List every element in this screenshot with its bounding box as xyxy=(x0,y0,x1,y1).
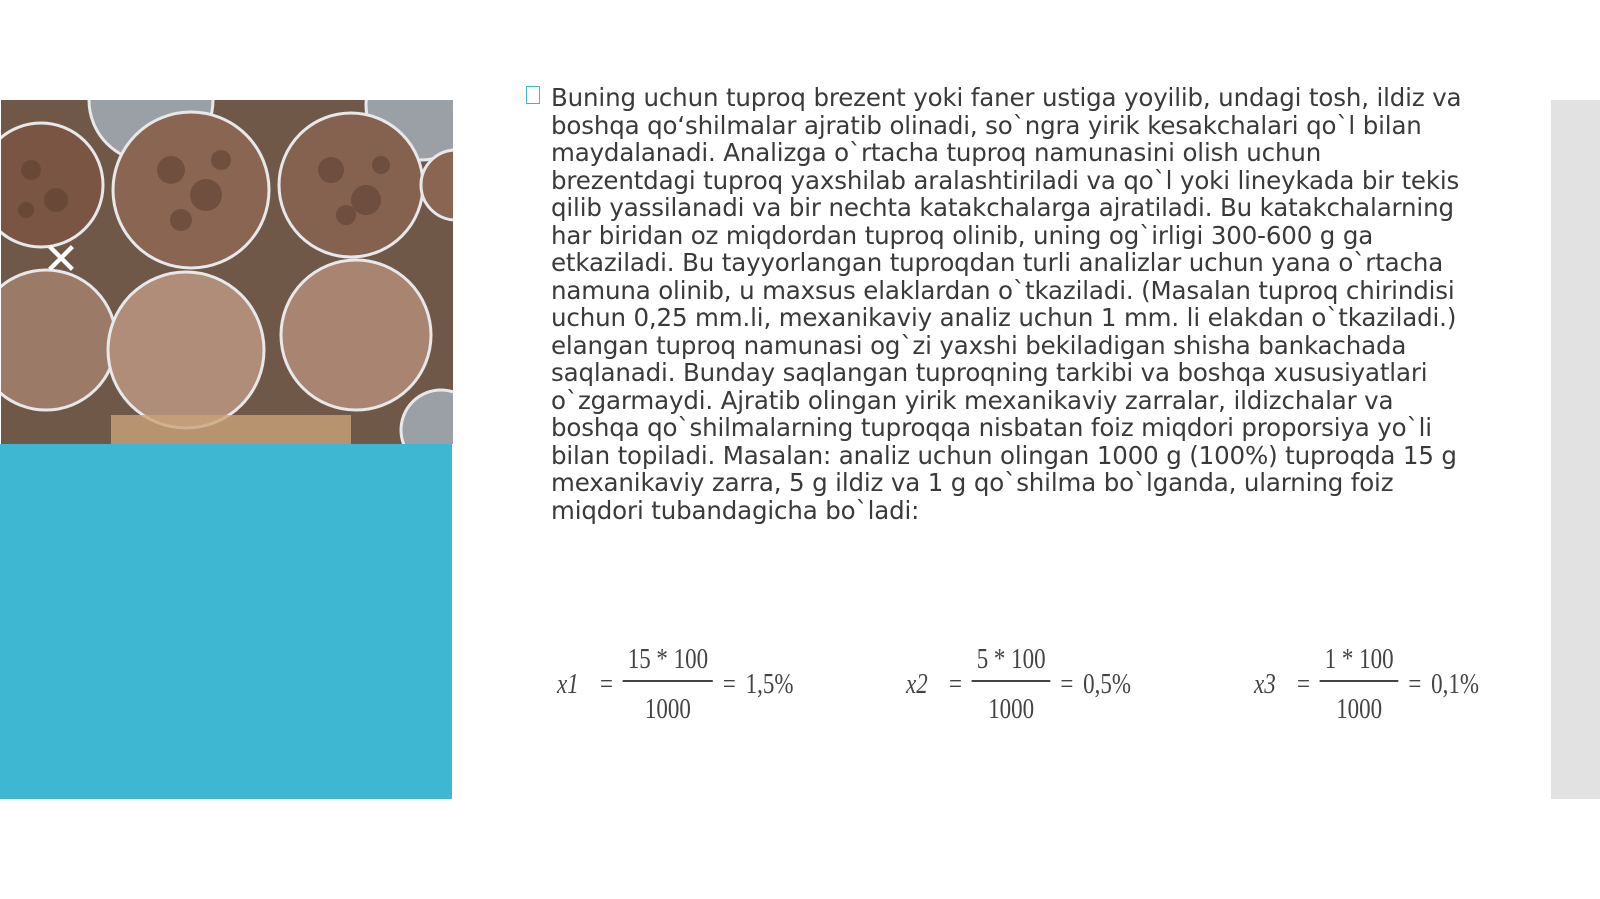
formula-variable: x3 xyxy=(1254,669,1276,700)
square-bullet-icon xyxy=(526,86,540,104)
denominator: 1000 xyxy=(988,694,1035,725)
equals-sign: = xyxy=(1408,669,1422,700)
numerator: 15 * 100 xyxy=(627,644,709,675)
close-icon[interactable]: ✕ xyxy=(42,234,80,285)
formula-result: 1,5% xyxy=(745,669,794,700)
body-paragraph: Buning uchun tuproq brezent yoki faner ustiga yoyilib, undagi tosh, ildiz va boshqa qo‘shilmalar ajratib olinadi, so`ngra yirik kesakchalari qo`l bilan maydalanadi. Analizga o`rtacha tuproq namunasini olish uchun brezentdagi tuproq yaxshilab aralashtiriladi va qo`l yoki lineykada bir tekis qilib yassilanadi va bir nechta katakchalarga ajratiladi. Bu katakchalarning har biridan oz miqdordan tuproq olinib, uning og`irligi 300-600 g ga etkaziladi. Bu tayyorlangan tuproqdan turli analizlar uchun yana o`rtacha namuna olinib, u maxsus elaklardan o`tkaziladi. (Masalan tuproq chirindisi uchun 0,25 mm.li, mexanikaviy analiz uchun 1 mm. li elakdan o`tkaziladi.) elangan tuproq namunasi og`zi yaxshi bekiladigan shisha bankachada saqlanadi. Bunday saqlangan tuproqning tarkibi va boshqa xususiyatlari o`zgarmaydi. Ajratib olingan yirik mexanikaviy zarralar, ildizchalar va boshqa qo`shilmalarning tuproqqa nisbatan foiz miqdori proporsiya yo`li bilan topiladi. Masalan: analiz uchun olingan 1000 g (100%) tuproqda 15 g mexanikaviy zarra, 5 g ildiz va 1 g qo`shilma bo`lganda, ularning foiz miqdori tubandagicha bo`ladi: xyxy=(551,83,1462,525)
fraction xyxy=(623,644,713,726)
denominator: 1000 xyxy=(644,694,691,725)
formula-variable: x2 xyxy=(906,669,928,700)
formula-result: 0,1% xyxy=(1431,669,1479,700)
equals-sign: = xyxy=(722,669,736,700)
formula-x3 xyxy=(1254,630,1479,740)
side-strip xyxy=(1551,100,1600,799)
accent-color-block xyxy=(0,444,452,799)
numerator: 1 * 100 xyxy=(1324,644,1394,675)
soil-samples-photo xyxy=(1,100,453,444)
formula-x2 xyxy=(906,630,1131,740)
formula-x1 xyxy=(557,630,793,740)
formula-variable: x1 xyxy=(557,669,579,700)
fraction xyxy=(1320,644,1399,726)
numerator: 5 * 100 xyxy=(976,644,1046,675)
equals-sign: = xyxy=(948,669,962,700)
denominator: 1000 xyxy=(1336,694,1383,725)
equals-sign: = xyxy=(1296,669,1310,700)
equals-sign: = xyxy=(1060,669,1074,700)
formula-result: 0,5% xyxy=(1083,669,1131,700)
equals-sign: = xyxy=(599,669,613,700)
fraction xyxy=(972,644,1051,726)
